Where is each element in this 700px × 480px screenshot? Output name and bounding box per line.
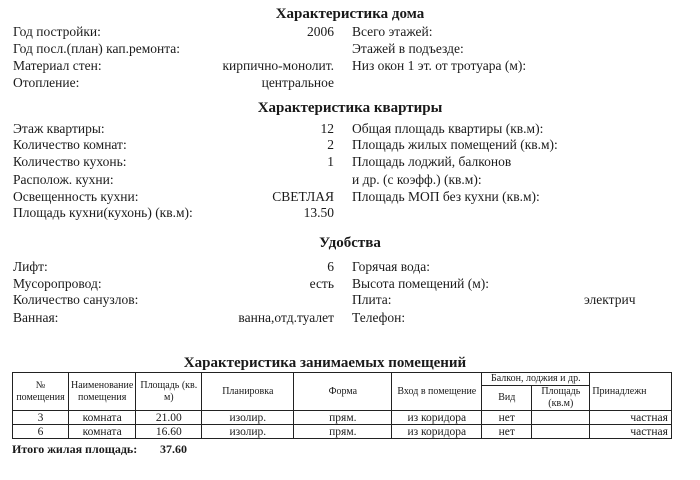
value: 2006	[307, 24, 334, 39]
table-row	[13, 411, 672, 425]
cell: комната	[69, 411, 136, 425]
label: Освещенность кухни:	[13, 189, 139, 204]
label: Год посл.(план) кап.ремонта:	[13, 41, 181, 56]
label: Высота помещений (м):	[352, 276, 490, 291]
total-value: 37.60	[160, 442, 187, 456]
label: Низ окон 1 эт. от тротуара (м):	[352, 58, 527, 73]
cell: 3	[13, 411, 69, 425]
house-title: Характеристика дома	[275, 6, 425, 22]
value: 6	[327, 259, 334, 274]
value: электрич	[584, 292, 636, 307]
label: Ванная:	[13, 310, 59, 325]
label: Количество санузлов:	[13, 292, 139, 307]
label: Лифт:	[13, 259, 48, 274]
label: и др. (с коэфф.) (кв.м):	[352, 172, 482, 187]
label: Площадь жилых помещений (кв.м):	[352, 137, 558, 152]
table-row	[13, 425, 672, 439]
header-owner: Принадлежн	[590, 373, 672, 411]
label: Этажей в подъезде:	[352, 41, 464, 56]
header-area: Площадь (кв. м)	[136, 373, 202, 411]
cell: нет	[482, 425, 532, 439]
label: Горячая вода:	[352, 259, 430, 274]
cell: прям.	[294, 411, 392, 425]
label: Располож. кухни:	[13, 172, 114, 187]
header-entry: Вход в помещение	[392, 373, 482, 411]
value: 2	[327, 137, 334, 152]
cell: изолир.	[202, 425, 294, 439]
flat-title: Характеристика квартиры	[257, 100, 443, 116]
value: центральное	[261, 75, 334, 90]
label: Площадь МОП без кухни (кв.м):	[352, 189, 540, 204]
cell	[532, 425, 590, 439]
cell: нет	[482, 411, 532, 425]
cell	[532, 411, 590, 425]
label: Год постройки:	[13, 24, 101, 39]
value: кирпично-монолит.	[222, 58, 334, 73]
rooms-title: Характеристика занимаемых помещений	[183, 355, 467, 371]
header-b-type: Вид	[482, 386, 532, 411]
cell: 21.00	[136, 411, 202, 425]
label: Отопление:	[13, 75, 80, 90]
header-shape: Форма	[294, 373, 392, 411]
cell: 16.60	[136, 425, 202, 439]
value: есть	[309, 276, 334, 291]
label: Площадь лоджий, балконов	[352, 154, 512, 169]
cell: комната	[69, 425, 136, 439]
cell: частная	[590, 411, 672, 425]
total-label: Итого жилая площадь:	[12, 442, 138, 456]
label: Материал стен:	[13, 58, 102, 73]
label: Всего этажей:	[352, 24, 433, 39]
cell: изолир.	[202, 411, 294, 425]
value: СВЕТЛАЯ	[272, 189, 334, 204]
cell: из коридора	[392, 411, 482, 425]
amenities-title: Удобства	[319, 235, 381, 251]
value: 12	[320, 121, 334, 136]
cell: частная	[590, 425, 672, 439]
header-layout: Планировка	[202, 373, 294, 411]
label: Количество кухонь:	[13, 154, 127, 169]
rooms-table	[12, 372, 672, 439]
value: 1	[327, 154, 334, 169]
header-b-area: Площадь (кв.м)	[532, 386, 590, 411]
label: Площадь кухни(кухонь) (кв.м):	[13, 205, 193, 220]
label: Телефон:	[352, 310, 406, 325]
header-balcony: Балкон, лоджия и др.	[482, 373, 590, 386]
value: ванна,отд.туалет	[238, 310, 334, 325]
value: 13.50	[303, 205, 334, 220]
cell: прям.	[294, 425, 392, 439]
label: Этаж квартиры:	[13, 121, 105, 136]
header-num: № помещения	[13, 373, 69, 411]
label: Общая площадь квартиры (кв.м):	[352, 121, 544, 136]
header-name: Наименование помещения	[69, 373, 136, 411]
label: Плита:	[352, 292, 392, 307]
label: Количество комнат:	[13, 137, 127, 152]
label: Мусоропровод:	[13, 276, 102, 291]
cell: 6	[13, 425, 69, 439]
cell: из коридора	[392, 425, 482, 439]
